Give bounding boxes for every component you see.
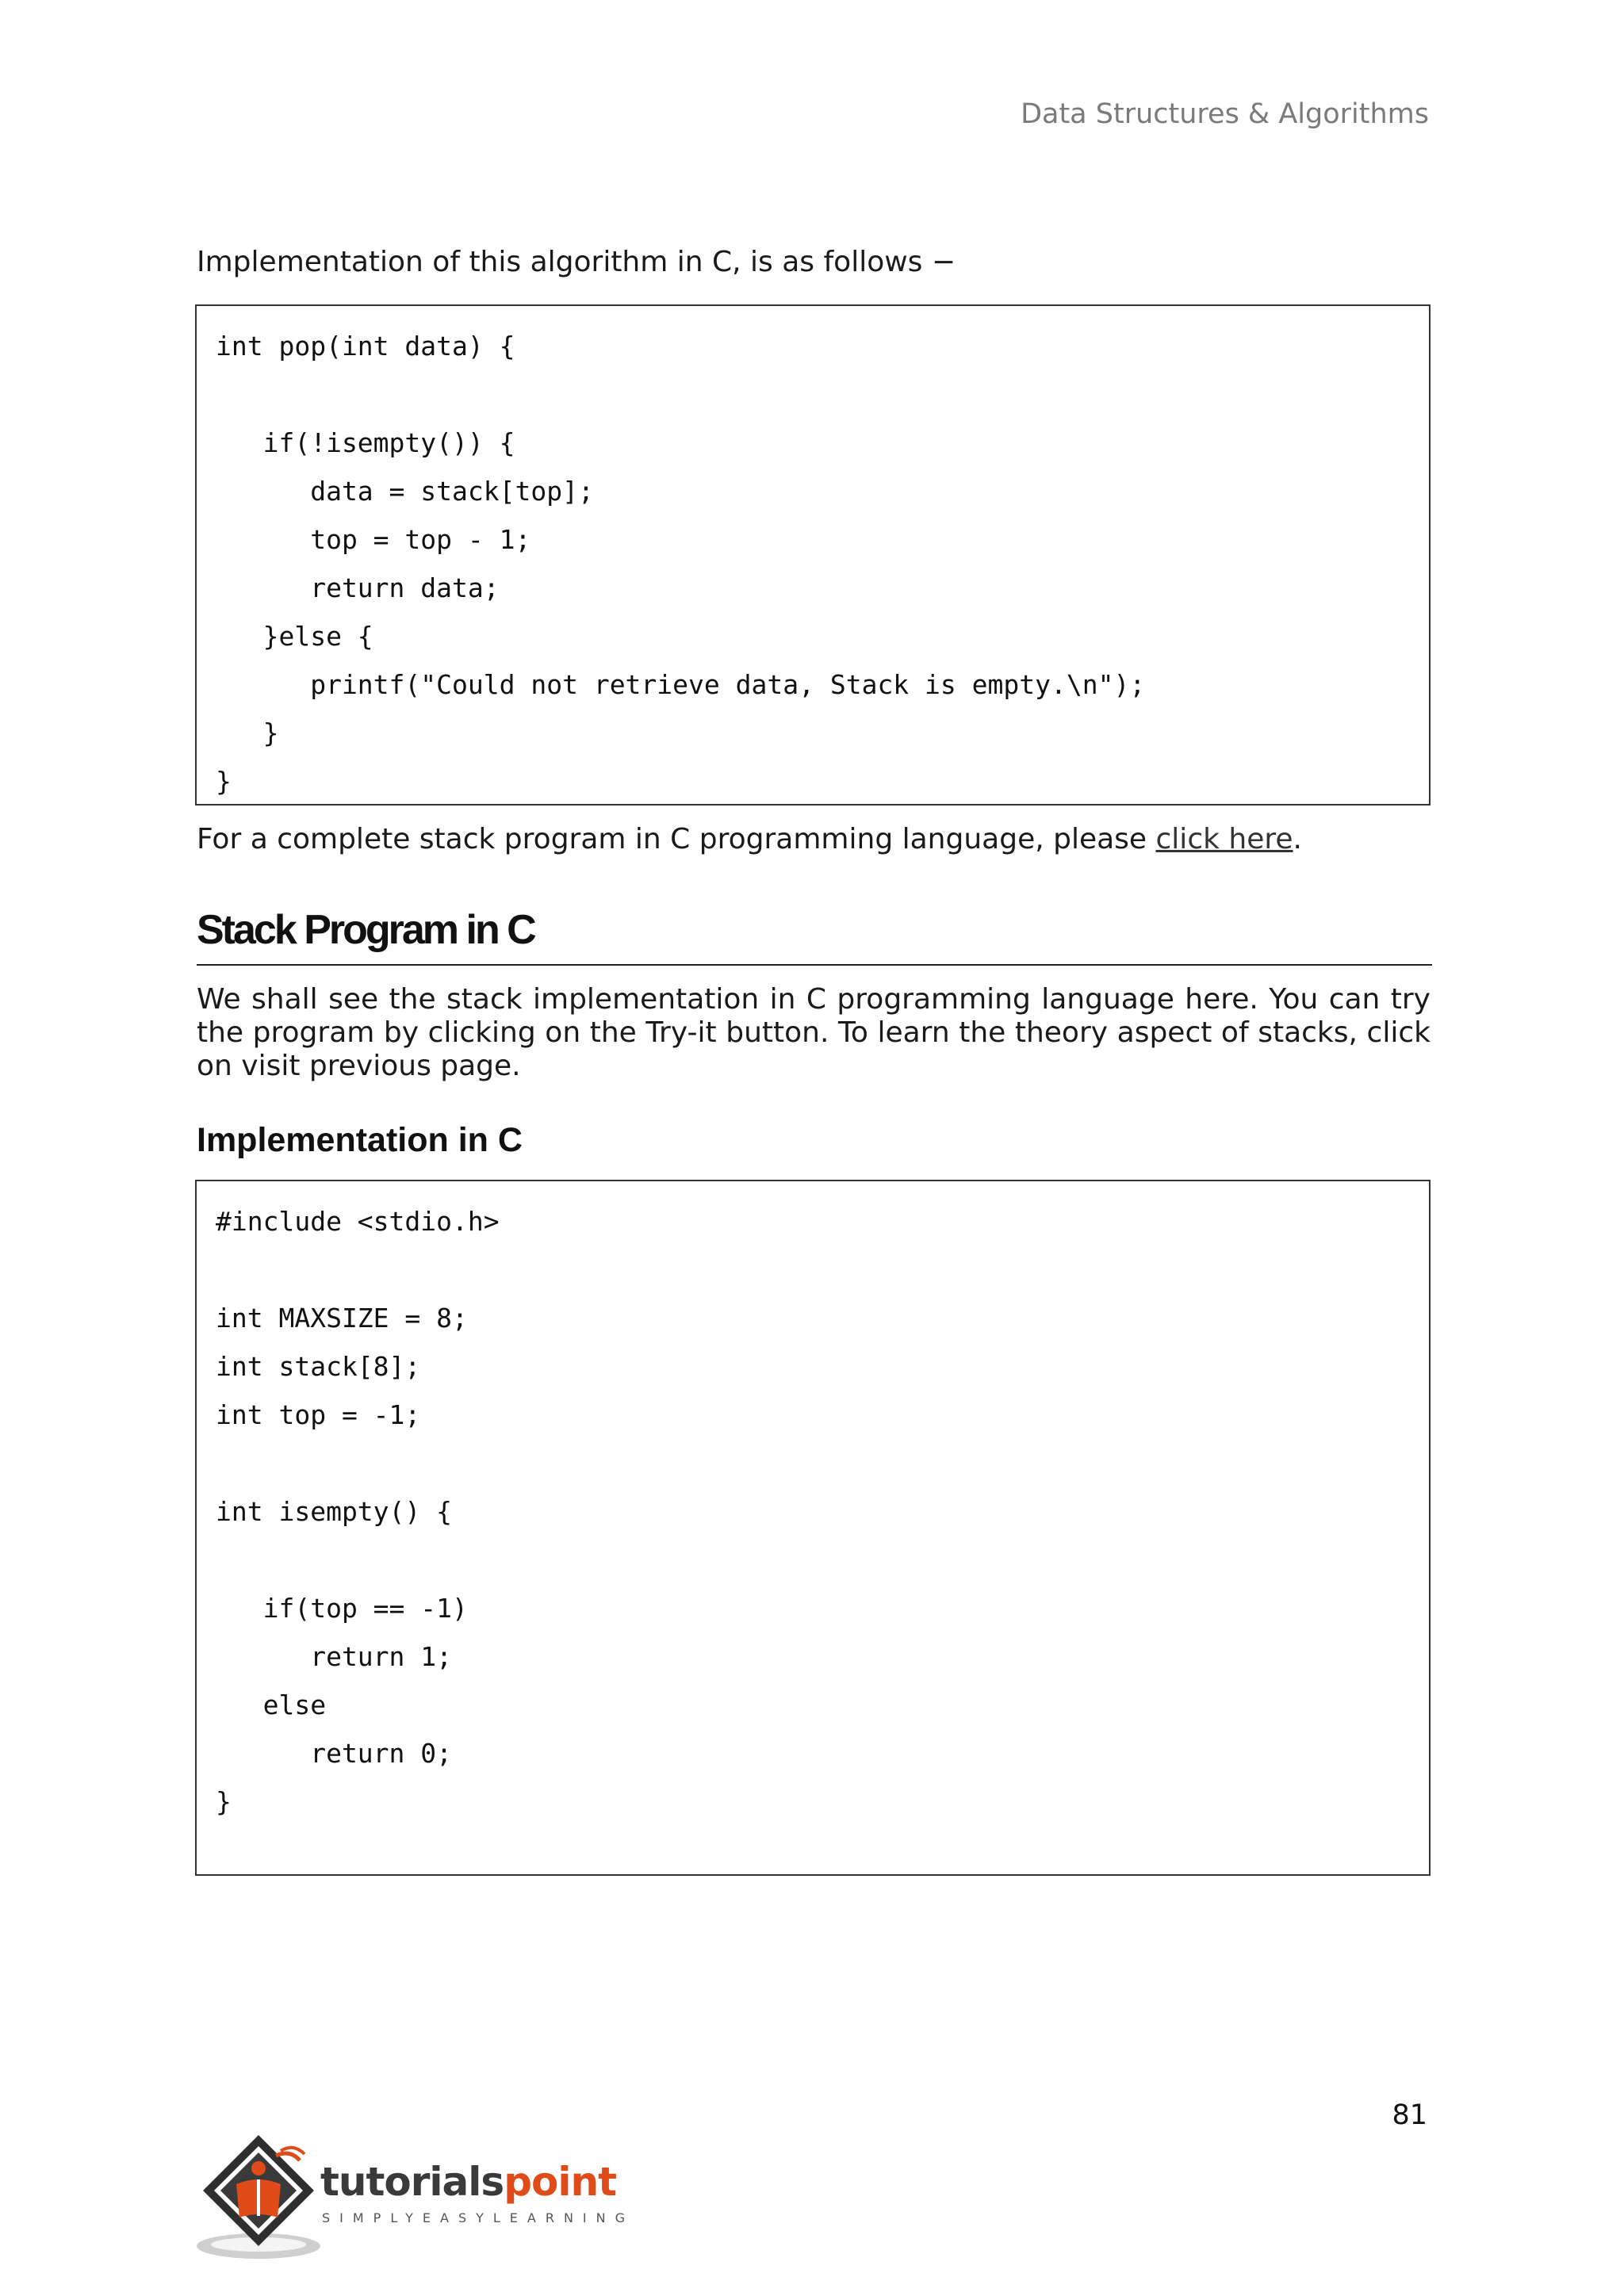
code-line: int isempty() {	[216, 1496, 453, 1527]
paragraph-text: For a complete stack program in C programming language, please	[197, 823, 1156, 855]
code-line: return 1;	[216, 1641, 453, 1672]
running-header: Data Structures & Algorithms	[1021, 98, 1429, 130]
intro-paragraph: Implementation of this algorithm in C, is as follows −	[197, 246, 956, 278]
subsection-heading: Implementation in C	[197, 1121, 523, 1159]
code-line: int stack[8];	[216, 1351, 421, 1382]
code-line: }	[216, 718, 279, 748]
code-line: if(top == -1)	[216, 1593, 468, 1624]
code-line: int top = -1;	[216, 1399, 421, 1430]
code-line: if(!isempty()) {	[216, 427, 515, 458]
code-line: #include <stdio.h>	[216, 1206, 500, 1237]
code-line: data = stack[top];	[216, 476, 594, 507]
section-paragraph: We shall see the stack implementation in C programming language here. You can try the program by clicking on the Try-it button. To learn the theory aspect of stacks, click on visit previous page.	[197, 983, 1431, 1082]
page-number: 81	[1392, 2099, 1427, 2131]
code-line: }	[216, 766, 232, 797]
code-line: int pop(int data) {	[216, 331, 515, 362]
code-line	[216, 1439, 1410, 1487]
code-line: }else {	[216, 621, 373, 652]
code-line	[216, 1246, 1410, 1294]
code-line: top = top - 1;	[216, 524, 531, 555]
section-heading: Stack Program in C	[197, 904, 1432, 966]
code-line: printf("Could not retrieve data, Stack is empty.\n");	[216, 669, 1146, 700]
code-line	[216, 1536, 1410, 1584]
code-line	[216, 370, 1410, 419]
logo-emblem-icon	[195, 2129, 330, 2263]
logo-word-point: point	[504, 2159, 616, 2205]
complete-program-paragraph	[197, 823, 1431, 856]
paragraph-text: .	[1293, 823, 1302, 855]
logo-word-tutorials: tutorials	[320, 2159, 504, 2205]
code-line: return data;	[216, 572, 500, 603]
code-line: return 0;	[216, 1738, 453, 1769]
code-line: int MAXSIZE = 8;	[216, 1303, 468, 1334]
logo-wordmark	[320, 2159, 616, 2205]
code-line: }	[216, 1786, 232, 1817]
code-block-pop	[195, 304, 1431, 806]
code-line: else	[216, 1689, 327, 1720]
click-here-link[interactable]: click here	[1155, 823, 1293, 855]
logo-tagline: SIMPLYEASYLEARNING	[322, 2210, 635, 2225]
code-block-implementation	[195, 1180, 1431, 1876]
tutorialspoint-logo	[195, 2129, 639, 2263]
